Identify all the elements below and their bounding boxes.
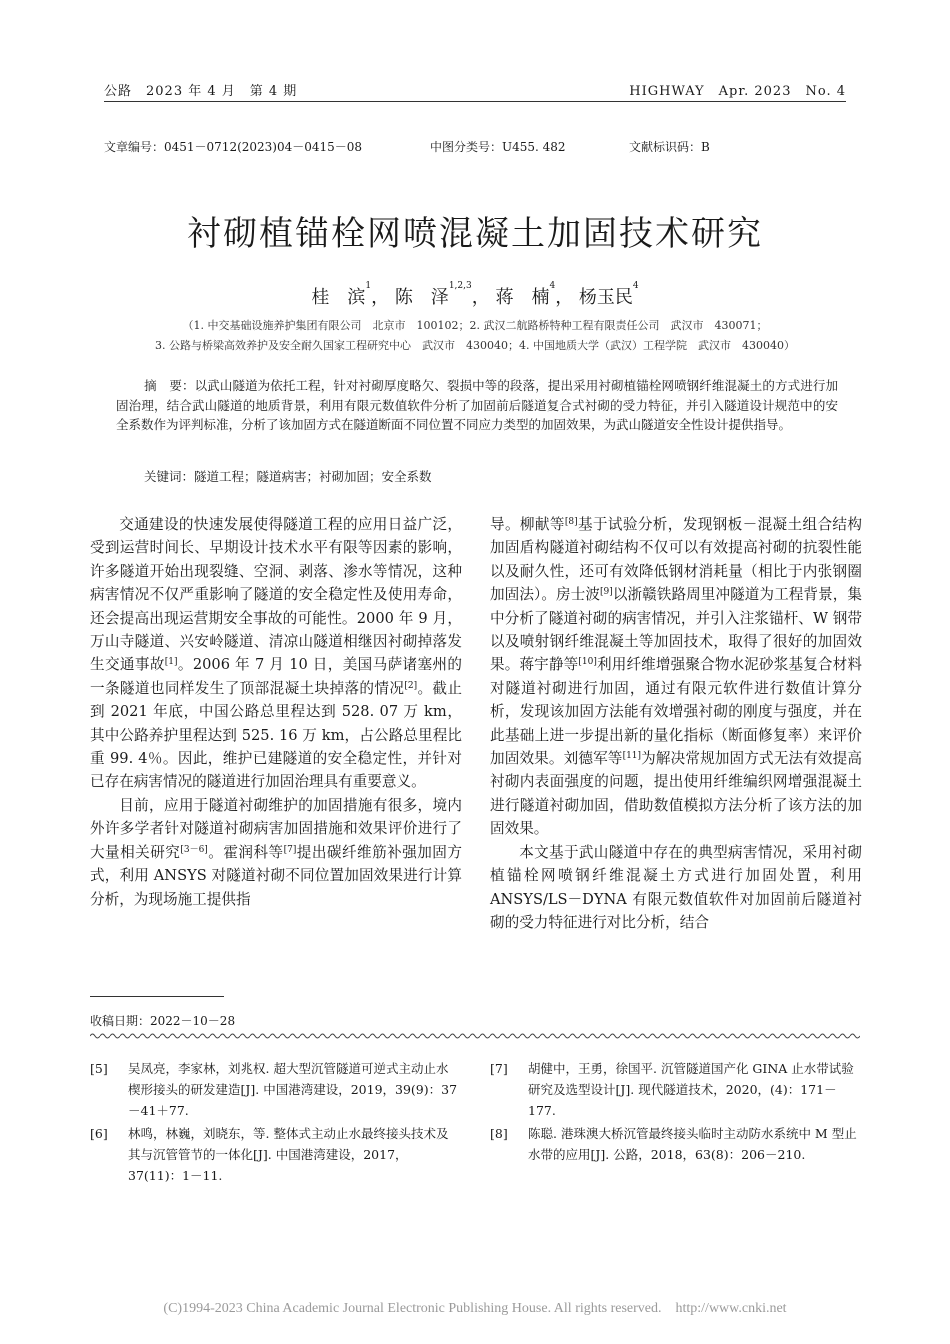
reference-item xyxy=(90,1058,460,1121)
abstract-label: 摘 要： xyxy=(144,378,195,393)
document-code: 文献标识码：B xyxy=(629,140,710,154)
received-date: 收稿日期：2022－10－28 xyxy=(90,1014,236,1028)
body-column-left xyxy=(90,513,462,911)
body-text: 提出碳纤维筋补强加固方式，利用 ANSYS 对隧道衬砌不同位置加固效果进行计算分析，为现场施工提供指 xyxy=(90,843,462,908)
body-paragraph xyxy=(90,513,462,794)
reference-item xyxy=(490,1123,862,1165)
author-affiliation-mark: 1,2,3 xyxy=(448,281,472,291)
body-paragraph xyxy=(490,513,862,841)
reference-number: [5] xyxy=(90,1061,108,1076)
author-separator: ， xyxy=(371,287,390,308)
paper-title: 衬砌植锚栓网喷混凝土加固技术研究 xyxy=(187,214,763,254)
header-journal-issue-en: HIGHWAY Apr. 2023 No. 4 xyxy=(629,84,846,99)
author-list xyxy=(0,283,950,309)
wavy-separator xyxy=(90,1032,860,1040)
body-text: 。截止到 2021 年底，中国公路总里程达到 528. 07 万 km，其中公路养护里程达到 525. 16 万 km，占公路总里程比重 99. 4％。因此，维护已建隧道的安全稳定性，并针对已存在病害情况的隧道进行加固治理具有重要意义。 xyxy=(90,679,462,791)
keywords xyxy=(144,467,834,485)
reference-number: [7] xyxy=(490,1061,508,1076)
reference-item xyxy=(90,1123,460,1186)
reference-text: 林鸣，林巍，刘晓东，等. 整体式主动止水最终接头技术及其与沉管管节的一体化[J]. 中国港湾建设，2017，37(11)：1－11. xyxy=(128,1126,449,1183)
body-text: 利用纤维增强聚合物水泥砂浆基复合材料对隧道衬砌进行加固，通过有限元软件进行数值计算分析，发现该加固方法能有效增强衬砌的刚度与强度，并在此基础上进一步提出新的量化指标（断面修复率）来评价加固效果。刘德军等 xyxy=(490,656,862,768)
reference-number: [8] xyxy=(490,1126,508,1141)
citation-link[interactable]: [3－6] xyxy=(180,844,208,855)
author-separator: ， xyxy=(555,287,574,308)
reference-text: 陈聪. 港珠澳大桥沉管最终接头临时主动防水系统中 M 型止水带的应用[J]. 公路，2018，63(8)：206－210. xyxy=(528,1126,857,1162)
keywords-text: 隧道工程；隧道病害；衬砌加固；安全系数 xyxy=(194,469,432,484)
clc-number: 中图分类号：U455. 482 xyxy=(430,140,566,154)
abstract-text: 以武山隧道为依托工程，针对衬砌厚度略欠、裂损中等的段落，提出采用衬砌植锚栓网喷钢纤维混凝土的方式进行加固治理，结合武山隧道的地质背景，利用有限元数值软件分析了加固前后隧道复合式衬砌的受力特征，并引入隧道设计规范中的安全系数作为评判标准，分析了该加固方式在隧道断面不同位置不同应力类型的加固效果，为武山隧道安全性设计提供指导。 xyxy=(116,378,838,432)
author-name: 杨玉民 xyxy=(578,287,633,308)
author-affiliation-mark: 4 xyxy=(632,281,639,291)
references-right xyxy=(490,1058,862,1167)
body-text: 。2006 年 7 月 10 日，美国马萨诸塞州的一条隧道也同样发生了顶部混凝土块掉落的情况 xyxy=(90,656,462,697)
abstract xyxy=(116,376,838,435)
body-text: 导。柳献等 xyxy=(490,516,565,533)
article-meta xyxy=(104,138,846,156)
author-name: 蒋 楠 xyxy=(495,287,550,308)
body-text: 目前，应用于隧道衬砌维护的加固措施有很多，境内外许多学者针对隧道衬砌病害加固措施和效果评价进行了大量相关研究 xyxy=(90,796,462,861)
article-number: 文章编号：0451－0712(2023)04－0415－08 xyxy=(104,140,363,154)
body-column-right xyxy=(490,513,862,934)
citation-link[interactable]: [2] xyxy=(404,680,418,691)
author-name: 陈 泽 xyxy=(394,287,449,308)
author-affiliation-mark: 4 xyxy=(549,281,556,291)
author-name: 桂 滨 xyxy=(311,287,366,308)
header-rule xyxy=(104,101,846,102)
reference-text: 胡健中，王勇，徐国平. 沉管隧道国产化 GINA 止水带试验研究及选型设计[J]. 现代隧道技术，2020，(4)：171－177. xyxy=(528,1061,854,1118)
citation-link[interactable]: [7] xyxy=(283,844,297,855)
body-text: 。霍润科等 xyxy=(207,843,284,861)
affiliation-line: （1. 中交基础设施养护集团有限公司 北京市 100102；2. 武汉二航路桥特种工程有限责任公司 武汉市 430071； xyxy=(182,319,768,332)
body-text: 交通建设的快速发展使得隧道工程的应用日益广泛，受到运营时间长、早期设计技术水平有限等因素的影响，许多隧道开始出现裂缝、空洞、剥落、渗水等情况，这种病害情况不仅严重影响了隧道的安全稳定性及使用寿命，还会提高出现运营期安全事故的可能性。2000 年 9 月，万山寺隧道、兴安岭隧道、清凉山隧道相继因衬砌掉落发生交通事故 xyxy=(90,516,462,674)
author-separator: ， xyxy=(471,287,490,308)
header-journal-issue: 公路 2023 年 4 月 第 4 期 xyxy=(104,84,298,99)
citation-link[interactable]: [9] xyxy=(600,587,613,598)
citation-link[interactable]: [1] xyxy=(164,657,178,668)
reference-item xyxy=(490,1058,862,1121)
citation-link[interactable]: [11] xyxy=(622,751,642,762)
citation-link[interactable]: [8] xyxy=(564,517,578,527)
affiliation-line: 3. 公路与桥梁高效养护及安全耐久国家工程研究中心 武汉市 430040；4. 中国地质大学（武汉）工程学院 武汉市 430040） xyxy=(155,339,795,352)
body-text: 为解决常规加固方式无法有效提高衬砌内表面强度的问题，提出使用纤维编织网增强混凝土进行隧道衬砌加固，借助数值模拟方法分析了该方法的加固效果。 xyxy=(490,750,862,838)
footnote-rule xyxy=(90,996,224,997)
copyright-footer: (C)1994-2023 China Academic Journal Electronic Publishing House. All rights reserved. http://www.cnki.net xyxy=(163,1301,787,1316)
citation-link[interactable]: [10] xyxy=(578,657,597,668)
reference-text: 吴凤亮，李家林，刘兆权. 超大型沉管隧道可逆式主动止水楔形接头的研发建造[J]. 中国港湾建设，2019，39(9)：37－41＋77. xyxy=(128,1061,458,1118)
body-paragraph: 本文基于武山隧道中存在的典型病害情况，采用衬砌植锚栓网喷钢纤维混凝土方式进行加固处置，利用 ANSYS/LS－DYNA 有限元数值软件对加固前后隧道衬砌的受力特征进行对比分析，结合 xyxy=(490,843,862,931)
references-left xyxy=(90,1058,460,1188)
running-header xyxy=(104,80,846,100)
reference-number: [6] xyxy=(90,1126,108,1141)
body-text: 基于试验分析，发现钢板－混凝土组合结构加固盾构隧道衬砌结构不仅可以有效提高衬砌的抗裂性能以及耐久性，还可有效降低钢材消耗量（相比于内张钢圈加固法）。房士波 xyxy=(490,516,862,604)
keywords-label: 关键词： xyxy=(144,469,195,484)
body-text: 以浙赣铁路周里冲隧道为工程背景，集中分析了隧道衬砌的病害情况，并引入注浆锚杆、W 钢带以及喷射钢纤维混凝土等加固技术，取得了很好的加固效果。蒋宇静等 xyxy=(490,586,862,674)
body-paragraph xyxy=(90,794,462,911)
author-affiliation-mark: 1 xyxy=(365,281,372,291)
